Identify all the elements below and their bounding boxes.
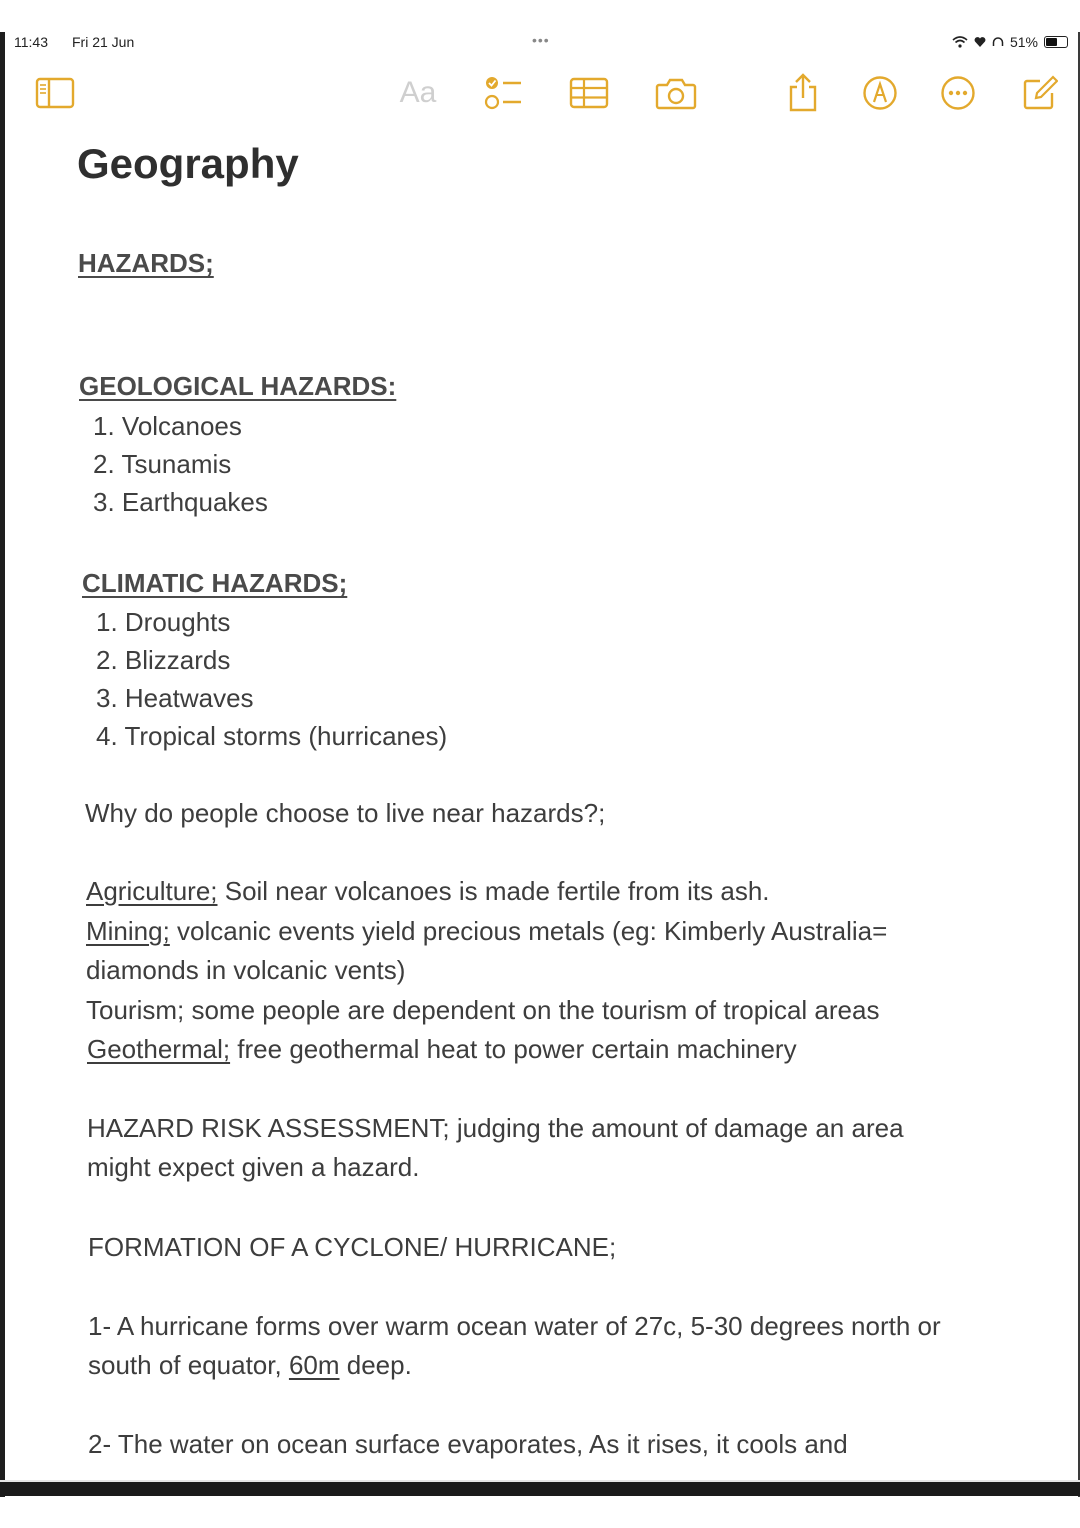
- risk-assessment-line1[interactable]: HAZARD RISK ASSESSMENT; judging the amount of damage an area: [87, 1113, 904, 1143]
- status-indicators: [952, 34, 1068, 50]
- formation-heading[interactable]: FORMATION OF A CYCLONE/ HURRICANE;: [88, 1232, 617, 1262]
- status-time: 11:43: [14, 34, 48, 50]
- agriculture-label: Agriculture;: [86, 876, 218, 906]
- hazards-heading-text: HAZARDS;: [78, 248, 214, 278]
- note-title[interactable]: Geography: [77, 140, 299, 187]
- mining-label: Mining;: [86, 916, 170, 946]
- camera-button[interactable]: [654, 70, 698, 116]
- compose-button[interactable]: [1020, 70, 1060, 116]
- battery-level: [1046, 38, 1057, 46]
- risk-assessment-line2[interactable]: might expect given a hazard.: [87, 1152, 420, 1182]
- compose-icon: [1022, 75, 1058, 111]
- reason-agriculture[interactable]: [86, 876, 770, 907]
- list-item: 1. Droughts: [96, 607, 231, 637]
- agriculture-text: Soil near volcanoes is made fertile from its ash.: [217, 876, 770, 906]
- markup-icon: [862, 75, 898, 111]
- reason-tourism[interactable]: Tourism; some people are dependent on the tourism of tropical areas: [86, 995, 880, 1025]
- list-item: 2. Tsunamis: [93, 449, 232, 479]
- share-icon: [786, 73, 820, 113]
- scan-edge-bottom: [0, 1480, 1080, 1496]
- wifi-icon: [952, 36, 968, 48]
- step1-line1[interactable]: 1- A hurricane forms over warm ocean water of 27c, 5-30 degrees north or: [88, 1311, 941, 1341]
- climatic-list[interactable]: [96, 603, 447, 755]
- more-icon: [940, 75, 976, 111]
- list-item: 3. Earthquakes: [93, 487, 268, 517]
- format-label: Aa: [399, 76, 437, 109]
- share-button[interactable]: [784, 70, 822, 116]
- headphones-icon: [992, 36, 1004, 48]
- geological-list[interactable]: [93, 407, 268, 521]
- checklist-icon: [483, 74, 523, 112]
- camera-icon: [655, 76, 697, 110]
- reason-mining[interactable]: [86, 916, 887, 947]
- table-button[interactable]: [568, 70, 610, 116]
- why-question[interactable]: Why do people choose to live near hazards?;: [85, 798, 606, 828]
- sidebar-button[interactable]: [34, 70, 76, 116]
- battery-percent: 51%: [1009, 34, 1038, 50]
- table-icon: [569, 77, 609, 109]
- step1-line2[interactable]: [88, 1350, 412, 1381]
- status-bar: [14, 34, 1072, 54]
- markup-button[interactable]: [860, 70, 900, 116]
- reason-geothermal[interactable]: [87, 1034, 797, 1065]
- heart-icon: [974, 36, 986, 48]
- step2-line1[interactable]: 2- The water on ocean surface evaporates, As it rises, it cools and: [88, 1429, 848, 1459]
- geothermal-label: Geothermal;: [87, 1034, 231, 1064]
- battery-icon: [1044, 36, 1068, 48]
- hazards-heading[interactable]: [78, 248, 214, 279]
- geological-heading-text: GEOLOGICAL HAZARDS:: [79, 371, 397, 401]
- climatic-heading[interactable]: [82, 568, 347, 599]
- list-item: 3. Heatwaves: [96, 683, 254, 713]
- step1-depth: 60m: [288, 1350, 340, 1380]
- list-item: 4. Tropical storms (hurricanes): [96, 721, 448, 751]
- list-item: 1. Volcanoes: [93, 411, 242, 441]
- reason-mining-continued[interactable]: diamonds in volcanic vents): [86, 955, 406, 985]
- checklist-button[interactable]: [482, 70, 524, 116]
- list-item: 2. Blizzards: [96, 645, 231, 675]
- geological-heading[interactable]: [79, 371, 396, 402]
- geothermal-text: free geothermal heat to power certain machinery: [230, 1034, 797, 1064]
- format-button[interactable]: [390, 70, 446, 116]
- sidebar-icon: [35, 77, 75, 109]
- more-button[interactable]: [938, 70, 978, 116]
- multitasking-dots[interactable]: •••: [532, 32, 550, 48]
- climatic-heading-text: CLIMATIC HAZARDS;: [82, 568, 348, 598]
- status-date: Fri 21 Jun: [72, 34, 135, 50]
- notes-toolbar: [0, 70, 1080, 116]
- scan-edge-left: [0, 32, 5, 1497]
- step1-text-post: deep.: [339, 1350, 412, 1380]
- step1-text-pre: south of equator,: [88, 1350, 289, 1380]
- mining-text: volcanic events yield precious metals (eg: Kimberly Australia=: [169, 916, 888, 946]
